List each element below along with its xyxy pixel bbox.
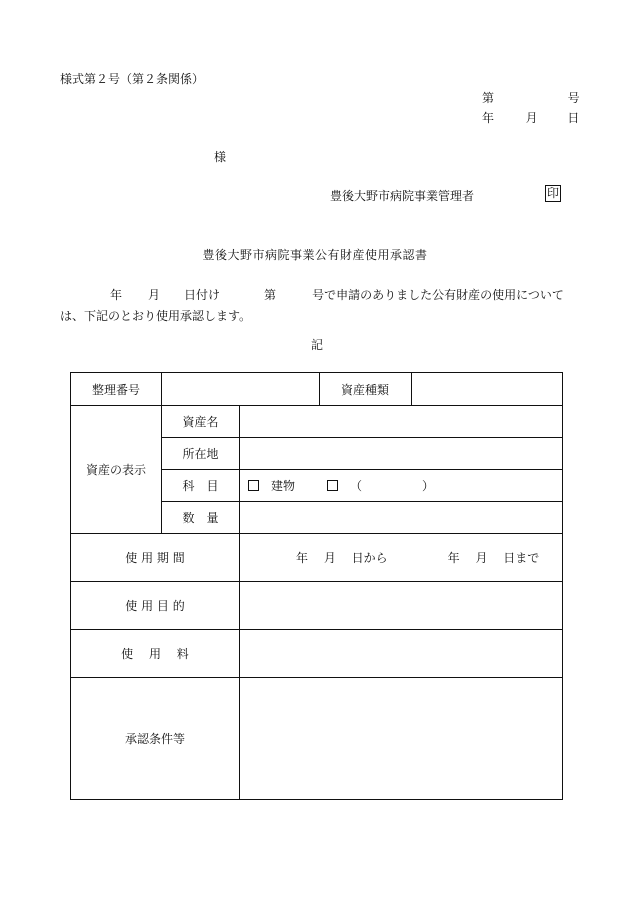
asset-name-field	[240, 406, 562, 437]
body-line2: は、下記のとおり使用承認します。	[60, 309, 252, 323]
doc-no-suffix: 号	[567, 91, 580, 105]
asset-type-label: 資産種類	[340, 382, 389, 397]
category-label: 科 目	[182, 479, 219, 493]
other-checkbox	[327, 480, 338, 491]
approval-conditions-field	[240, 678, 562, 799]
usage-fee-field	[240, 630, 562, 677]
location-label: 所在地	[182, 447, 219, 461]
asset-type-field	[412, 373, 562, 405]
date-day: 日	[567, 111, 580, 125]
ki-heading: 記	[311, 338, 324, 352]
approval-table	[70, 372, 563, 800]
management-number-field	[162, 373, 319, 405]
body-no-prefix: 第	[264, 288, 277, 302]
date-year: 年	[482, 111, 495, 125]
document-number-line	[482, 89, 580, 106]
usage-period-field	[296, 534, 556, 581]
building-checkbox	[248, 480, 259, 491]
body-year: 年	[110, 288, 123, 302]
asset-display-label: 資産の表示	[85, 463, 146, 477]
body-paragraph	[60, 285, 575, 327]
other-option-label: （ ）	[350, 479, 435, 493]
body-dated: 日付け	[184, 288, 221, 302]
document-date-line	[482, 109, 579, 126]
period-from: 年 月 日から	[296, 551, 388, 565]
building-option-label: 建物	[271, 479, 296, 493]
recipient-suffix: 様	[214, 150, 227, 164]
period-to: 年 月 日まで	[447, 551, 540, 565]
seal-stamp-box: 印	[547, 186, 560, 200]
body-month: 月	[148, 288, 161, 302]
quantity-label: 数 量	[182, 511, 219, 525]
usage-purpose-label: 使 用 目 的	[125, 599, 185, 613]
quantity-field	[240, 502, 562, 533]
issuer-name: 豊後大野市病院事業管理者	[330, 189, 475, 203]
location-field	[240, 438, 562, 469]
usage-purpose-field	[240, 582, 562, 629]
category-options	[248, 470, 548, 501]
doc-no-prefix: 第	[482, 91, 495, 105]
document-title: 豊後大野市病院事業公有財産使用承認書	[202, 248, 428, 262]
usage-fee-label: 使 用 料	[121, 647, 189, 661]
usage-period-label: 使 用 期 間	[125, 551, 185, 565]
date-month: 月	[525, 111, 538, 125]
asset-name-label: 資産名	[182, 415, 219, 429]
approval-conditions-label: 承認条件等	[124, 732, 185, 746]
form-number: 様式第２号（第２条関係）	[60, 72, 205, 86]
body-rest: 号で申請のありました公有財産の使用について	[312, 288, 564, 302]
management-number-label: 整理番号	[91, 382, 140, 397]
